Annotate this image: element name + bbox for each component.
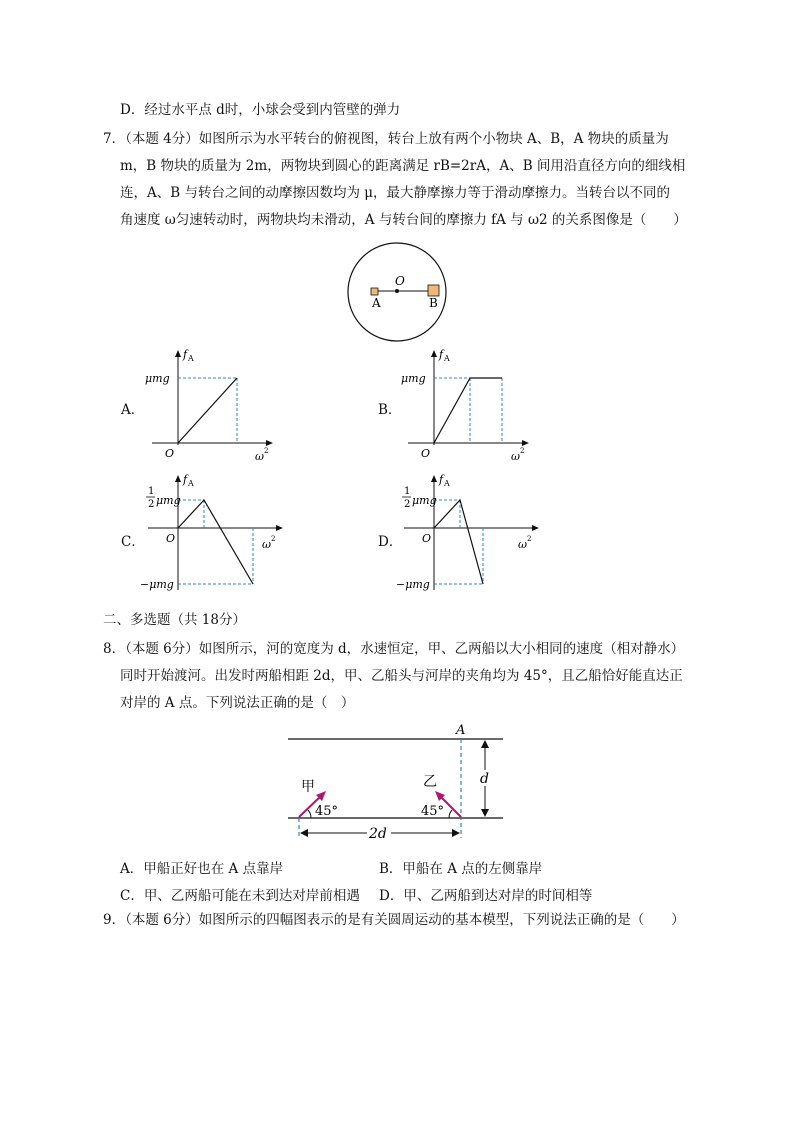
2d-arrow-right bbox=[452, 829, 460, 837]
f-label: f bbox=[183, 473, 188, 486]
graph-line bbox=[178, 378, 237, 443]
f-label: f bbox=[183, 348, 188, 361]
label-o: O bbox=[395, 274, 405, 288]
x-arrow bbox=[266, 440, 273, 446]
q7-option-c-label: C． bbox=[121, 534, 145, 550]
label-d: d bbox=[480, 771, 489, 787]
river-figure bbox=[285, 720, 510, 845]
omega-sq: 2 bbox=[520, 447, 525, 455]
origin-label: O bbox=[421, 447, 431, 460]
half-den: 2 bbox=[404, 499, 411, 510]
x-arrow bbox=[522, 440, 529, 446]
graph-line bbox=[434, 500, 483, 584]
f-sub: A bbox=[444, 479, 450, 488]
omega-sq: 2 bbox=[271, 535, 276, 543]
omega-label: ω bbox=[255, 450, 264, 463]
y-arrow bbox=[431, 350, 437, 357]
omega-label: ω bbox=[262, 538, 271, 551]
q8-option-b: B．甲船在 A 点的左侧靠岸 bbox=[379, 861, 543, 877]
q7-option-d-label: D． bbox=[378, 534, 403, 550]
y-arrow bbox=[175, 350, 181, 357]
q7-line-3: 连，A、B 与转台之间的动摩擦因数均为 μ，最大静摩擦力等于滑动摩擦力。当转台以不同的 bbox=[120, 185, 671, 201]
d-arrow-bottom bbox=[481, 809, 489, 817]
x-arrow bbox=[532, 525, 539, 531]
umg-label: μmg bbox=[401, 372, 426, 385]
omega-label: ω bbox=[518, 538, 527, 551]
label-a: A bbox=[372, 296, 381, 310]
graph-a bbox=[140, 345, 280, 465]
2d-arrow-left bbox=[300, 829, 308, 837]
q7-option-a-label: A． bbox=[121, 402, 145, 418]
section-2-heading: 二、多选题（共 18分） bbox=[103, 612, 246, 628]
origin-label: O bbox=[422, 532, 432, 545]
half-num: 1 bbox=[404, 486, 411, 497]
q8-line-3: 对岸的 A 点。下列说法正确的是（ ） bbox=[120, 695, 355, 711]
label-yi-angle: 45° bbox=[421, 804, 445, 819]
q7-line-1: 7．（本题 4分）如图所示为水平转台的俯视图，转台上放有两个小物块 A、B，A 物块的质量为 bbox=[103, 131, 669, 147]
umg-label: μmg bbox=[412, 494, 437, 507]
origin-label: O bbox=[166, 532, 176, 545]
label-a: A bbox=[456, 723, 466, 738]
graph-line bbox=[178, 500, 253, 584]
graph-d bbox=[396, 470, 546, 595]
f-label: f bbox=[439, 473, 444, 486]
block-a bbox=[371, 288, 378, 295]
q7-line-4: 角速度 ω匀速转动时，两物块均未滑动，A 与转台间的摩擦力 fA 与 ω2 的关系图像是（ ） bbox=[120, 212, 687, 228]
neg-umg-label: −μmg bbox=[396, 578, 430, 591]
omega-label: ω bbox=[511, 450, 520, 463]
f-sub: A bbox=[444, 354, 450, 363]
omega-sq: 2 bbox=[527, 535, 532, 543]
half-den: 2 bbox=[148, 499, 155, 510]
block-b bbox=[428, 285, 439, 296]
angle-arc-yi bbox=[449, 810, 452, 818]
d-arrow-top bbox=[481, 740, 489, 748]
origin-label: O bbox=[165, 447, 175, 460]
y-arrow bbox=[175, 475, 181, 482]
y-arrow bbox=[431, 475, 437, 482]
graph-line bbox=[434, 378, 502, 443]
q8-line-2: 同时开始渡河。出发时两船相距 2d，甲、乙船头与河岸的夹角均为 45°，且乙船恰好能直达正 bbox=[120, 668, 683, 684]
q8-line-1: 8．（本题 6分）如图所示，河的宽度为 d，水速恒定，甲、乙两船以大小相同的速度（相对静水） bbox=[103, 641, 685, 657]
f-sub: A bbox=[188, 354, 194, 363]
prev-option-d: D．经过水平点 d时，小球会受到内管壁的弹力 bbox=[120, 102, 401, 118]
turntable-figure bbox=[340, 240, 460, 345]
label-b: B bbox=[429, 296, 438, 310]
q7-option-b-label: B． bbox=[378, 402, 402, 418]
umg-label: μmg bbox=[156, 494, 181, 507]
graph-c bbox=[140, 470, 290, 595]
umg-label: μmg bbox=[145, 372, 170, 385]
label-2d: 2d bbox=[369, 826, 387, 842]
f-sub: A bbox=[188, 479, 194, 488]
half-num: 1 bbox=[148, 486, 155, 497]
angle-arc-jia bbox=[308, 810, 311, 818]
q8-option-c: C．甲、乙两船可能在未到达对岸前相遇 bbox=[120, 888, 360, 904]
f-label: f bbox=[439, 348, 444, 361]
x-arrow bbox=[276, 525, 283, 531]
q8-option-d: D．甲、乙两船到达对岸的时间相等 bbox=[379, 888, 593, 904]
neg-umg-label: −μmg bbox=[140, 578, 174, 591]
graph-b bbox=[396, 345, 536, 465]
label-jia: 甲 bbox=[301, 779, 315, 795]
center-dot bbox=[395, 289, 399, 293]
label-yi: 乙 bbox=[423, 774, 437, 790]
omega-sq: 2 bbox=[264, 447, 269, 455]
label-jia-angle: 45° bbox=[315, 804, 339, 819]
q9-line-1: 9．（本题 6分）如图所示的四幅图表示的是有关圆周运动的基本模型，下列说法正确的是（ ） bbox=[103, 912, 685, 928]
q8-option-a: A．甲船正好也在 A 点靠岸 bbox=[120, 861, 284, 877]
q7-line-2: m，B 物块的质量为 2m，两物块到圆心的距离满足 rB=2rA，A、B 间用沿直径方向的细线相 bbox=[120, 158, 686, 174]
